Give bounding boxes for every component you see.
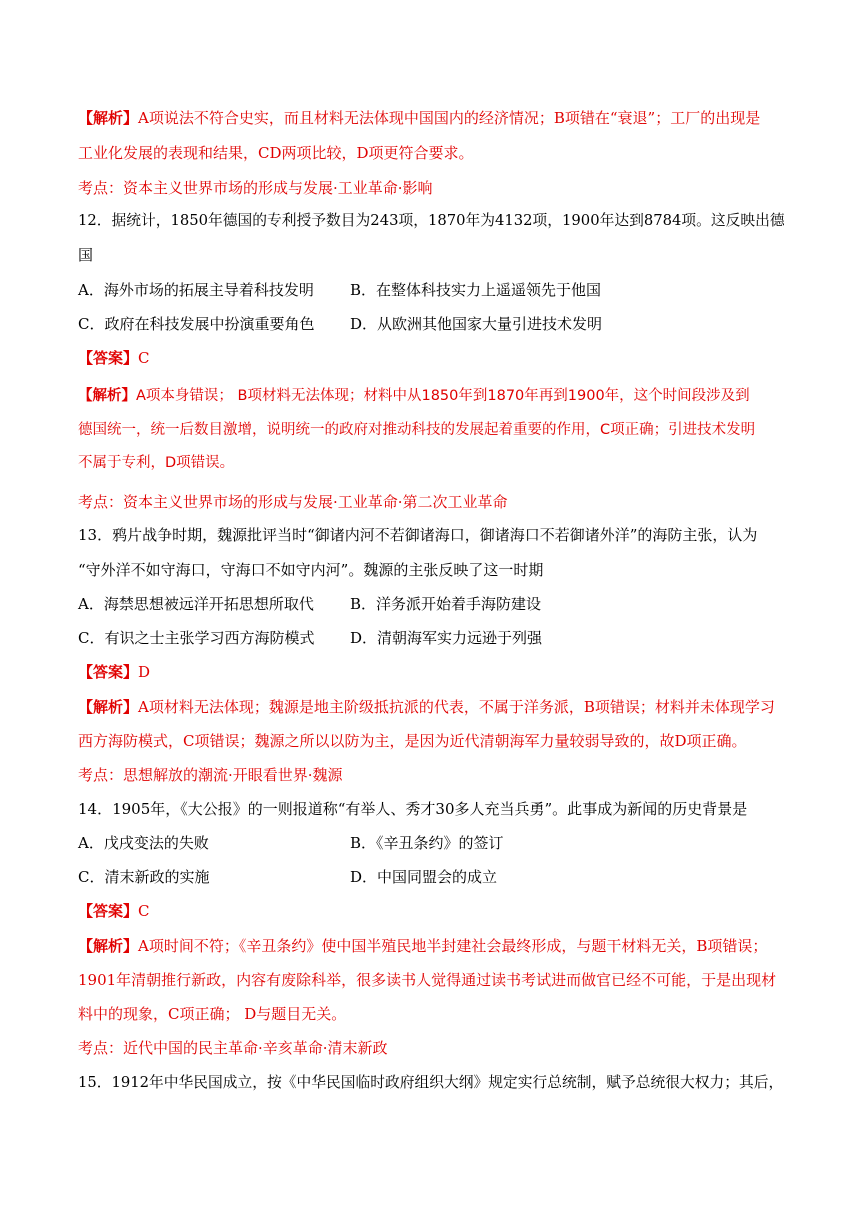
analysis-label: 【解析】 (78, 698, 139, 716)
q14-answer (78, 901, 150, 921)
analysis-label: 【解析】 (78, 388, 136, 404)
q15-stem-line-1: 15．1912年中华民国成立，按《中华民国临时政府组织大纲》规定实行总统制，赋予总统很大权力；其后， (78, 1074, 784, 1091)
q13-option-c: C．有识之士主张学习西方海防模式 (78, 629, 315, 647)
q12-option-a: A．海外市场的拓展主导着科技发明 (78, 281, 314, 299)
answer-label: 【答案】 (78, 663, 139, 681)
q14-kaodian: 考点：近代中国的民主革命·辛亥革命·清末新政 (78, 1039, 388, 1057)
q13-kaodian: 考点：思想解放的潮流·开眼看世界·魏源 (78, 766, 343, 784)
q13-answer (78, 662, 150, 682)
analysis-text: A项材料无法体现；魏源是地主阶级抵抗派的代表，不属于洋务派，B项错误；材料并未体现学习 (138, 698, 775, 716)
q14-option-c: C．清末新政的实施 (78, 868, 210, 886)
analysis-label: 【解析】 (78, 937, 139, 955)
q12-kaodian: 考点：资本主义世界市场的形成与发展·工业革命·第二次工业革命 (78, 493, 508, 511)
q12-analysis-line-1 (78, 386, 750, 406)
q14-option-d: D．中国同盟会的成立 (350, 868, 498, 886)
analysis-label: 【解析】 (78, 109, 139, 127)
q12-analysis-line-2: 德国统一，统一后数目激增，说明统一的政府对推动科技的发展起着重要的作用，C项正确；引进技术发明 (78, 422, 756, 438)
answer-label: 【答案】 (78, 349, 139, 367)
answer-value: D (138, 663, 151, 681)
q14-analysis-line-3: 料中的现象，C项正确； D与题目无关。 (78, 1005, 347, 1023)
q14-analysis-line-1 (78, 936, 767, 956)
answer-label: 【答案】 (78, 902, 139, 920)
q11-analysis-line-2: 工业化发展的表现和结果，CD两项比较，D项更符合要求。 (78, 144, 474, 162)
q12-analysis-line-3: 不属于专利，D项错误。 (78, 455, 235, 471)
analysis-text: A项时间不符；《辛丑条约》使中国半殖民地半封建社会最终形成，与题干材料无关，B项错误； (138, 937, 768, 955)
q13-stem-line-2: “守外洋不如守海口，守海口不如守内河”。魏源的主张反映了这一时期 (78, 561, 544, 579)
q12-answer (78, 348, 150, 368)
answer-value: C (138, 902, 150, 920)
q12-option-c: C．政府在科技发展中扮演重要角色 (78, 315, 315, 333)
q13-option-b: B．洋务派开始着手海防建设 (350, 595, 542, 613)
q13-option-d: D．清朝海军实力远逊于列强 (350, 629, 543, 647)
q14-analysis-line-2: 1901年清朝推行新政，内容有废除科举，很多读书人觉得通过读书考试进而做官已经不可能，于是出现材 (78, 971, 777, 989)
analysis-text: A项说法不符合史实，而且材料无法体现中国国内的经济情况；B项错在“衰退”；工厂的出现是 (138, 109, 761, 127)
answer-value: C (138, 349, 150, 367)
q11-kaodian: 考点：资本主义世界市场的形成与发展·工业革命·影响 (78, 179, 433, 197)
q12-option-b: B．在整体科技实力上遥遥领先于他国 (350, 281, 602, 299)
q13-analysis-line-2: 西方海防模式，C项错误；魏源之所以以防为主，是因为近代清朝海军力量较弱导致的，故D项正确。 (78, 732, 747, 750)
q13-stem-line-1: 13．鸦片战争时期，魏源批评当时“御诸内河不若御诸海口，御诸海口不若御诸外洋”的海防主张，认为 (78, 526, 758, 544)
q13-option-a: A．海禁思想被远洋开拓思想所取代 (78, 595, 314, 613)
q12-stem-line-1: 12．据统计，1850年德国的专利授予数目为243项，1870年为4132项，1900年达到8784项。这反映出德 (78, 212, 785, 229)
analysis-text: A项本身错误； B项材料无法体现；材料中从1850年到1870年再到1900年，这个时间段涉及到 (136, 388, 750, 404)
q11-analysis-line-1 (78, 108, 760, 128)
q12-stem-line-2: 国 (78, 246, 94, 264)
q14-option-a: A．戊戌变法的失败 (78, 834, 209, 852)
q14-stem-line-1: 14．1905年，《大公报》的一则报道称“有举人、秀才30多人充当兵勇”。此事成为新闻的历史背景是 (78, 800, 748, 818)
q14-option-b: B．《辛丑条约》的签订 (350, 834, 504, 852)
q12-option-d: D．从欧洲其他国家大量引进技术发明 (350, 315, 603, 333)
q13-analysis-line-1 (78, 697, 775, 717)
